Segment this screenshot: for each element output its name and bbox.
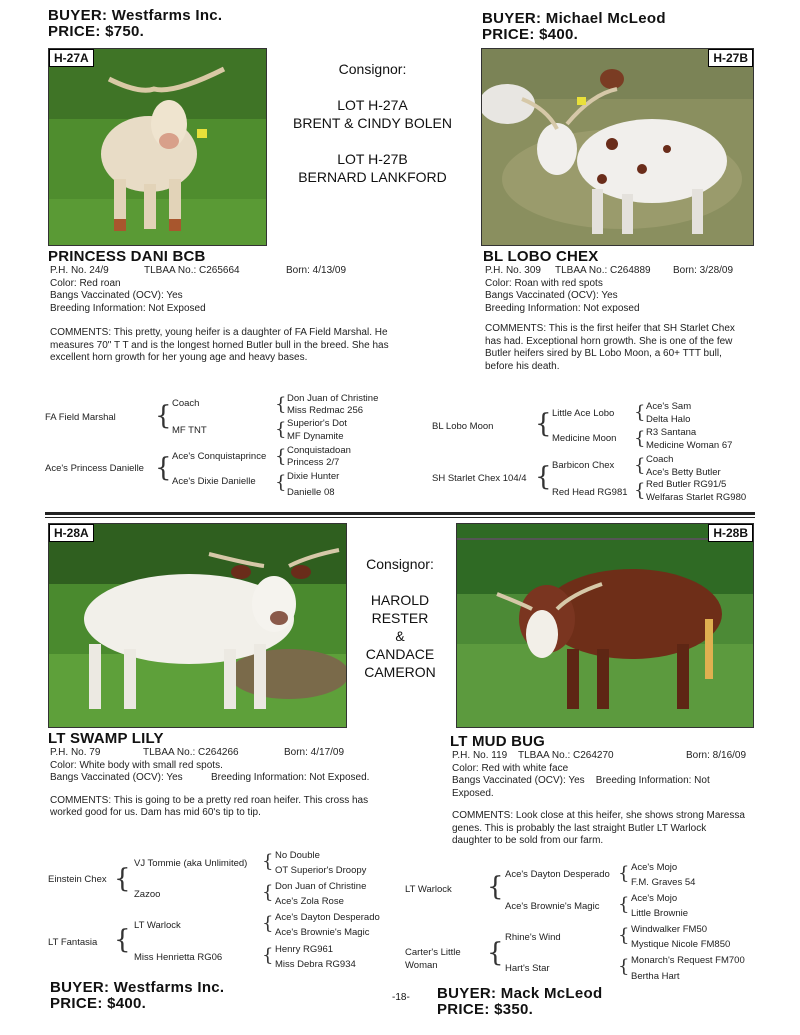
pedigree-entry: Don Juan of Christine	[287, 393, 379, 404]
pedigree-brace: {	[618, 925, 630, 946]
pedigree-entry: No Double	[275, 850, 320, 861]
pedigree-brace: {	[634, 428, 646, 449]
buyer-name: BUYER: Mack McLeod	[437, 985, 603, 1002]
lot-label: LOT H-27A	[337, 97, 408, 113]
pedigree-brace: {	[535, 409, 552, 439]
pedigree-dam: Carter's Little Woman	[405, 947, 461, 971]
animal-info-h27a	[48, 248, 428, 365]
pedigree-entry: Little Ace Lobo	[552, 408, 615, 419]
pedigree-entry: Ace's Brownie's Magic	[505, 901, 600, 912]
cattle-photo-h27a	[48, 48, 267, 246]
pedigree-entry: Hart's Star	[505, 963, 550, 974]
pedigree-brace: {	[618, 956, 630, 977]
pedigree-entry: Ace's Sam	[646, 401, 692, 412]
buyer-block-h28a	[50, 980, 224, 1012]
pedigree-entry: Dixie Hunter	[287, 471, 340, 482]
animal-name: LT MUD BUG	[450, 733, 546, 750]
pedigree-entry: Little Brownie	[631, 908, 689, 919]
section-divider	[45, 517, 755, 518]
consignor-block-bottom	[345, 555, 455, 681]
pedigree-entry: Ace's Brownie's Magic	[275, 927, 370, 938]
pedigree-entry: Conquistadoan	[287, 445, 351, 456]
buyer-price: PRICE: $750.	[48, 23, 145, 40]
animal-info-h28b	[450, 733, 750, 848]
pedigree-entry: Ace's Mojo	[631, 893, 678, 904]
registration-line	[450, 750, 750, 763]
consignor-name: HAROLD	[370, 592, 430, 608]
cattle-photo-h28a	[48, 523, 347, 728]
pedigree-entry: Ace's Dayton Desperado	[275, 912, 380, 923]
registration-line	[48, 747, 398, 760]
pedigree-brace: {	[262, 851, 274, 872]
lot-tag: H-27B	[708, 49, 753, 67]
cattle-photo-h28b	[456, 523, 754, 728]
pedigree-entry: Rhine's Wind	[505, 932, 561, 943]
birth-date: Born: 8/16/09	[686, 750, 747, 761]
pedigree-brace: {	[275, 394, 287, 415]
pedigree-brace: {	[618, 863, 630, 884]
heifer-image	[482, 49, 753, 245]
ph-number: P.H. No. 309	[485, 265, 541, 276]
breeding-line: Breeding Information: Not exposed	[485, 302, 640, 314]
buyer-price: PRICE: $400.	[482, 26, 579, 43]
pedigree-brace: {	[535, 462, 552, 492]
pedigree-entry: Barbicon Chex	[552, 460, 615, 471]
animal-name: BL LOBO CHEX	[483, 248, 599, 265]
pedigree-entry: Ace's Zola Rose	[275, 896, 344, 907]
consignor-label: Consignor:	[366, 556, 434, 572]
heifer-image	[457, 524, 753, 727]
heifer-image	[49, 524, 346, 727]
consignor-label: Consignor:	[338, 61, 407, 77]
pedigree-entry: VJ Tommie (aka Unlimited)	[134, 858, 248, 869]
pedigree-entry: Princess 2/7	[287, 457, 340, 468]
comments: COMMENTS: This pretty, young heifer is a daughter of FA Field Marshal. He measures 70" T T and is the longest horned Butler bull in the breed. She has excellent horn growth for her young age and heavy bases.	[50, 327, 389, 363]
pedigree-dam: Ace's Princess Danielle	[45, 463, 144, 474]
buyer-block-h27a	[48, 8, 222, 40]
animal-name: LT SWAMP LILY	[48, 730, 164, 747]
consignor-name: CANDACE	[365, 646, 435, 662]
consignor-name: &	[395, 628, 405, 644]
pedigree-dam: SH Starlet Chex 104/4	[432, 473, 527, 484]
pedigree-sire: LT Warlock	[405, 884, 452, 895]
cattle-photo-h27b	[481, 48, 754, 246]
buyer-name: BUYER: Westfarms Inc.	[48, 7, 223, 24]
pedigree-entry: Miss Redmac 256	[287, 405, 364, 416]
pedigree-brace: {	[114, 864, 131, 894]
pedigree-brace: {	[275, 472, 287, 493]
pedigree-entry: Henry RG961	[275, 944, 334, 955]
lot-tag: H-27A	[49, 49, 94, 67]
pedigree-brace: {	[634, 455, 646, 476]
color-line: Color: Red with white face	[452, 762, 569, 774]
ph-number: P.H. No. 24/9	[50, 265, 109, 276]
pedigree-brace: {	[618, 894, 630, 915]
pedigree-entry: Red Butler RG91/5	[646, 479, 727, 490]
buyer-price: PRICE: $400.	[50, 995, 147, 1012]
pedigree-entry: Medicine Woman 67	[646, 440, 733, 451]
pedigree-entry: Don Juan of Christine	[275, 881, 367, 892]
pedigree-brace: {	[114, 925, 131, 955]
birth-date: Born: 4/13/09	[286, 265, 347, 276]
pedigree-entry: Miss Debra RG934	[275, 959, 356, 970]
pedigree-entry: Mystique Nicole FM850	[631, 939, 731, 950]
pedigree-entry: Ace's Dixie Danielle	[172, 476, 256, 487]
registration-line	[48, 265, 428, 278]
registration-line	[483, 265, 753, 278]
tlbaa-number: TLBAA No.: C264270	[518, 750, 614, 761]
pedigree-brace: {	[155, 401, 172, 431]
pedigree-brace: {	[487, 938, 504, 968]
breeding-line: Breeding Information: Not Exposed.	[452, 775, 710, 799]
bangs-line: Bangs Vaccinated (OCV): Yes	[452, 775, 585, 786]
pedigree-entry: Superior's Dot	[287, 418, 347, 429]
pedigree-entry: Danielle 08	[287, 487, 335, 498]
pedigree-entry: OT Superior's Droopy	[275, 865, 367, 876]
animal-name: PRINCESS DANI BCB	[48, 248, 206, 265]
comments: COMMENTS: This is the first heifer that SH Starlet Chex has had. Exceptional horn growth. She is one of the few Butler heifers sired by BL Lobo Moon, a 60+ TTT bull, before his death.	[485, 323, 735, 372]
pedigree-entry: Miss Henrietta RG06	[134, 952, 223, 963]
consignor-name: BRENT & CINDY BOLEN	[293, 115, 452, 131]
pedigree-entry: Medicine Moon	[552, 433, 617, 444]
breeding-line: Breeding Information: Not Exposed	[50, 302, 206, 314]
pedigree-sire: Einstein Chex	[48, 874, 107, 885]
comments: COMMENTS: Look close at this heifer, she shows strong Maressa genes. This is probably the last straight Butler LT Warlock daughter to be sold from our farm.	[452, 810, 745, 846]
heifer-image	[49, 49, 266, 245]
pedigree-entry: Delta Halo	[646, 414, 691, 425]
section-divider	[45, 512, 755, 515]
pedigree-entry: Coach	[172, 398, 200, 409]
pedigree-entry: Ace's Dayton Desperado	[505, 869, 610, 880]
pedigree-brace: {	[275, 446, 287, 467]
consignor-block-top	[270, 60, 475, 186]
bangs-line: Bangs Vaccinated (OCV): Yes	[50, 772, 183, 783]
pedigree-brace: {	[634, 480, 646, 501]
buyer-block-h27b	[482, 11, 666, 43]
ph-number: P.H. No. 119	[452, 750, 508, 761]
tlbaa-number: TLBAA No.: C264266	[143, 747, 239, 758]
bangs-breeding-line	[48, 772, 398, 785]
color-line: Color: White body with small red spots.	[50, 759, 223, 771]
comments: COMMENTS: This is going to be a pretty red roan heifer. This cross has worked good for us. Dam has mid 60's tip to tip.	[50, 794, 369, 818]
buyer-name: BUYER: Michael McLeod	[482, 10, 666, 27]
pedigree-entry: Ace's Mojo	[631, 862, 678, 873]
pedigree-entry: Welfaras Starlet RG980	[646, 492, 747, 503]
pedigree-brace: {	[634, 402, 646, 423]
pedigree-entry: MF TNT	[172, 425, 207, 436]
pedigree-entry: Red Head RG981	[552, 487, 628, 498]
pedigree-brace: {	[487, 872, 504, 902]
pedigree-entry: Coach	[646, 454, 674, 465]
consignor-name: RESTER	[371, 610, 429, 626]
pedigree-entry: MF Dynamite	[287, 431, 344, 442]
pedigree-entry: R3 Santana	[646, 427, 697, 438]
ph-number: P.H. No. 79	[50, 747, 101, 758]
tlbaa-number: TLBAA No.: C264889	[555, 265, 651, 276]
pedigree-brace: {	[262, 913, 274, 934]
birth-date: Born: 3/28/09	[673, 265, 734, 276]
pedigree-entry: Zazoo	[134, 889, 161, 900]
pedigree-entry: Ace's Conquistaprince	[172, 451, 267, 462]
pedigree-dam: LT Fantasia	[48, 937, 98, 948]
bangs-breeding-line	[450, 775, 742, 800]
consignor-name: CAMERON	[364, 664, 436, 680]
pedigree-brace: {	[262, 882, 274, 903]
animal-info-h28a	[48, 730, 398, 820]
pedigree-brace: {	[262, 945, 274, 966]
buyer-block-h28b	[437, 986, 602, 1018]
tlbaa-number: TLBAA No.: C265664	[144, 265, 240, 276]
pedigree-entry: Ace's Betty Butler	[646, 467, 721, 478]
color-line: Color: Red roan	[50, 277, 121, 289]
pedigree-entry: Bertha Hart	[631, 971, 680, 982]
lot-label: LOT H-27B	[337, 151, 408, 167]
color-line: Color: Roan with red spots	[485, 277, 603, 289]
bangs-line: Bangs Vaccinated (OCV): Yes	[485, 290, 618, 301]
buyer-name: BUYER: Westfarms Inc.	[50, 979, 225, 996]
pedigree-entry: F.M. Graves 54	[631, 877, 696, 888]
birth-date: Born: 4/17/09	[284, 747, 345, 758]
buyer-price: PRICE: $350.	[437, 1001, 534, 1018]
bangs-line: Bangs Vaccinated (OCV): Yes	[50, 290, 183, 301]
lot-tag: H-28B	[708, 524, 753, 542]
pedigree-brace: {	[275, 419, 287, 440]
pedigree-entry: Windwalker FM50	[631, 924, 708, 935]
lot-tag: H-28A	[49, 524, 94, 542]
pedigree-entry: LT Warlock	[134, 920, 181, 931]
pedigree-entry: Monarch's Request FM700	[631, 955, 745, 966]
pedigree-sire: BL Lobo Moon	[432, 421, 494, 432]
page-number: -18-	[392, 992, 410, 1003]
consignor-name: BERNARD LANKFORD	[298, 169, 447, 185]
pedigree-brace: {	[155, 453, 172, 483]
pedigree-sire: FA Field Marshal	[45, 412, 116, 423]
breeding-line: Breeding Information: Not Exposed.	[211, 772, 370, 783]
animal-info-h27b	[483, 248, 753, 373]
